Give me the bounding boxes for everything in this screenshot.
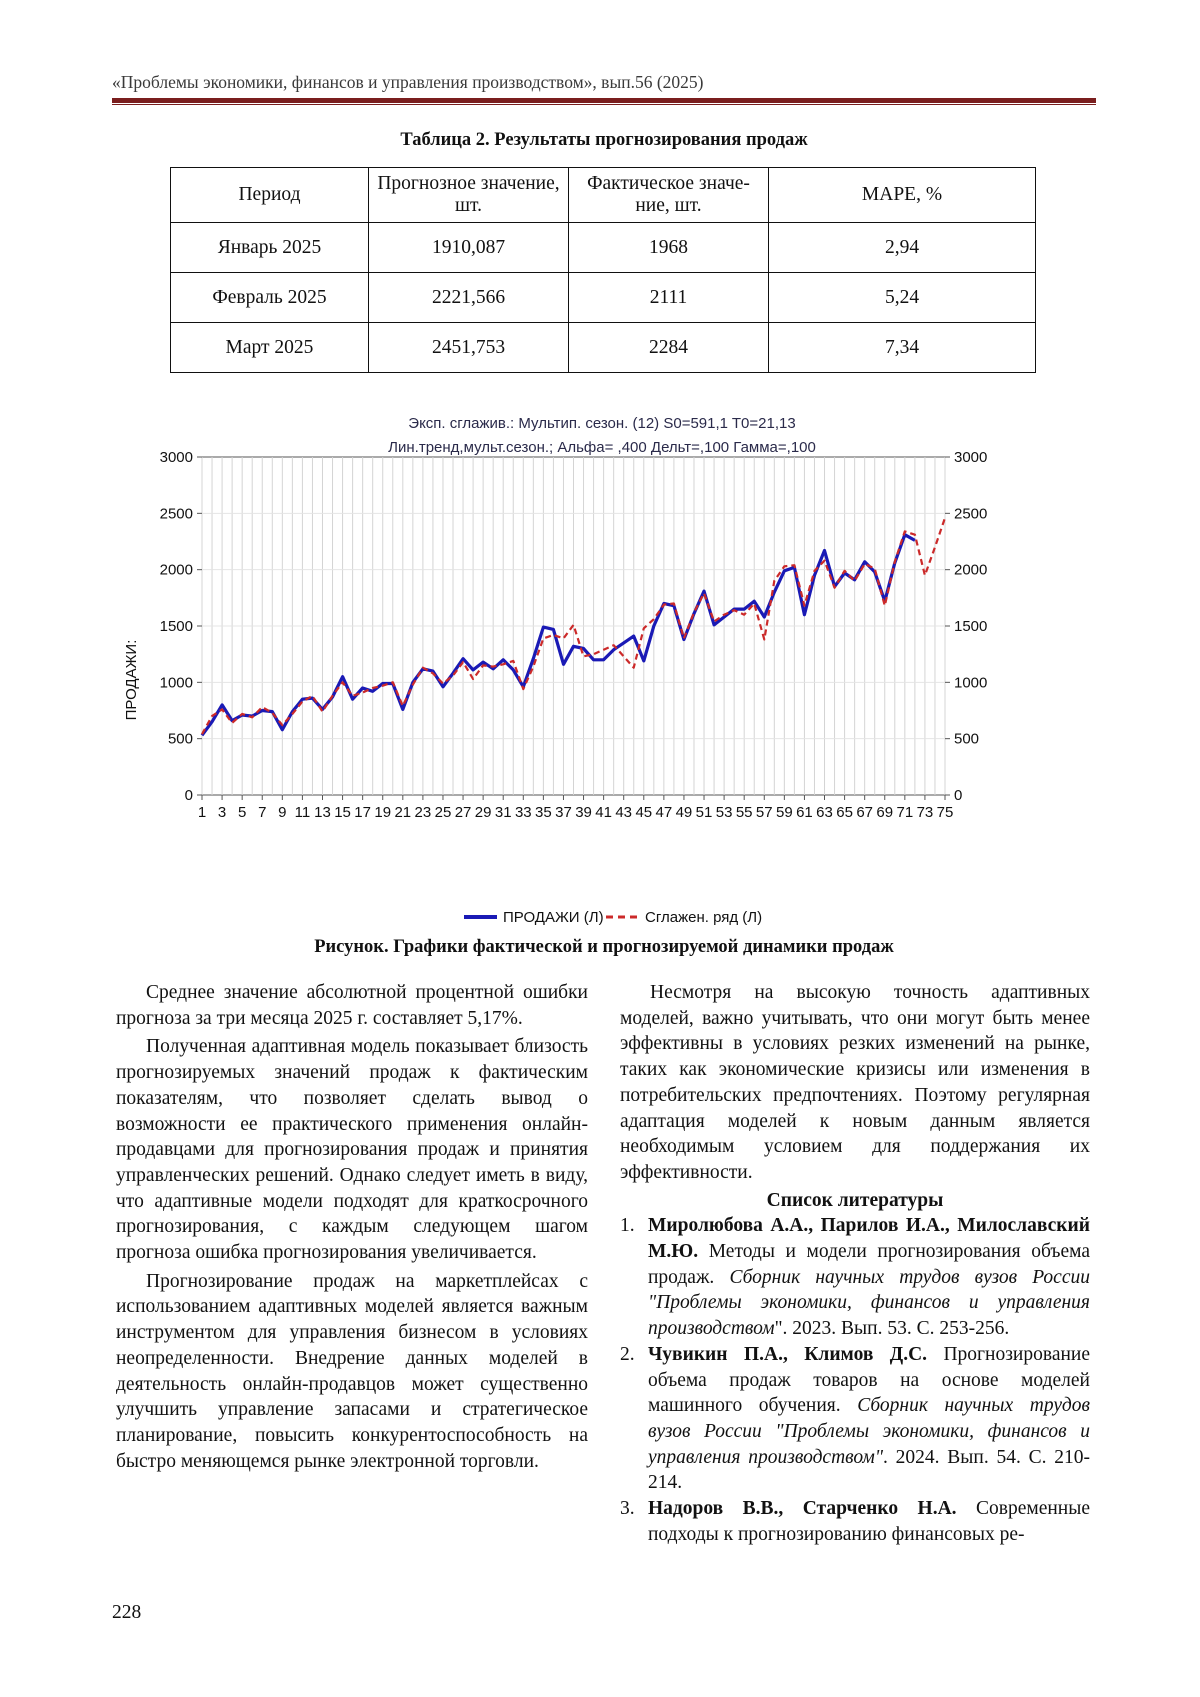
table-cell: 2111 (569, 273, 769, 323)
right-column (620, 980, 1090, 1547)
y-tick-label-right: 2000 (954, 561, 988, 579)
x-tick-label: 55 (735, 804, 753, 821)
x-tick-label: 73 (916, 804, 934, 821)
reference-tail: . 2024. Вып. 54. С. 210-214. (648, 1446, 1091, 1494)
results-table (170, 167, 1036, 373)
reference-tail: ". 2023. Вып. 53. С. 253-256. (774, 1318, 1010, 1340)
x-tick-label: 53 (715, 804, 733, 821)
x-tick-label: 23 (414, 804, 432, 821)
reference-number: 2. (620, 1343, 635, 1365)
body-paragraph: Прогнозирование продаж на маркетплейсах с использованием адаптивных моделей является важным инструментом для управления бизнесом в условиях неопределенности. Внедрение данных моделей в деятельность онлайн-продавцов может существенно улучшить управление запасами и стратегическое планирование, повысить конкурентоспособность на быстро меняющемся рынке электронной торговли. (116, 1270, 588, 1472)
references-title: Список литературы (766, 1189, 944, 1211)
reference-title: Современные подходы к прогнозированию финансовых ре- (648, 1498, 1090, 1545)
y-tick-label-left: 2500 (159, 505, 193, 523)
y-tick-label-left: 500 (167, 730, 193, 748)
x-tick-label: 21 (394, 804, 412, 821)
x-tick-label: 51 (695, 804, 713, 821)
table-header-cell: Период (171, 168, 369, 223)
reference-number: 3. (620, 1498, 635, 1520)
table-cell: 1910,087 (369, 223, 569, 273)
body-paragraph: Несмотря на высокую точность адаптивных моделей, важно учитывать, что они могут быть менее эффективны в условиях резких изменений на рынке, таких как экономические кризисы или изменения в потребительских предпочтениях. Поэтому регулярная адаптация моделей к новым данным является необходимым условием для поддержания их эффективности. (620, 982, 1090, 1183)
reference-item (620, 1213, 1090, 1342)
body-paragraph: Среднее значение абсолютной процентной ошибки прогноза за три месяца 2025 г. составляет 5,17%. (116, 982, 588, 1029)
x-tick-label: 37 (555, 804, 572, 821)
x-tick-label: 13 (314, 804, 331, 821)
reference-authors: Чувикин П.А., Климов Д.С. (648, 1343, 928, 1365)
x-tick-label: 1 (197, 804, 207, 821)
y-tick-label-right: 500 (954, 730, 980, 748)
y-tick-label-left: 2000 (159, 561, 193, 579)
x-tick-label: 19 (374, 804, 392, 821)
table-caption: Таблица 2. Результаты прогнозирования продаж (400, 130, 808, 150)
running-header: «Проблемы экономики, финансов и управления производством», вып.56 (2025) (112, 72, 704, 92)
x-axis-ticks (198, 795, 954, 821)
x-tick-label: 17 (354, 804, 371, 821)
reference-item (620, 1496, 1090, 1547)
x-tick-label: 29 (474, 804, 492, 821)
table-header-cell: Фактическое значе-ние, шт. (569, 168, 769, 223)
table-row (171, 223, 1036, 273)
references-list (620, 1213, 1090, 1547)
x-tick-label: 33 (514, 804, 532, 821)
y-tick-label-right: 1000 (954, 674, 988, 692)
header-rule-thin (112, 104, 1096, 105)
reference-title: Прогнозирование объема продаж товаров на основе моделей машинного обучения. (648, 1343, 1090, 1417)
body-paragraph: Полученная адаптивная модель показывает близость прогнозируемых значений продаж к фактическим показателям, что позволяет сделать вывод о возможности ее практического применения онлайн-продавцами для прогнозирования продаж и принятия управленческих решений. Однако следует иметь в виду, что адаптивные модели подходят для краткосрочного прогнозирования, с каждым следующем шагом прогноза ошибка прогнозирования увеличивается. (116, 1036, 588, 1264)
figure-caption: Рисунок. Графики фактической и прогнозируемой динамики продаж (314, 937, 894, 957)
left-column (116, 980, 588, 1474)
y-tick-label-left: 1000 (159, 674, 193, 692)
reference-authors: Надоров В.В., Старченко Н.А. (648, 1498, 957, 1520)
x-tick-label: 3 (217, 804, 227, 821)
table-header-row (171, 168, 1036, 223)
table-cell: 2221,566 (369, 273, 569, 323)
x-tick-label: 15 (334, 804, 351, 821)
y-tick-label-right: 1500 (954, 618, 988, 635)
reference-source: Сборник научных трудов вузов России "Проблемы экономики, финансов и управления производством (648, 1266, 1090, 1340)
x-tick-label: 9 (278, 804, 287, 821)
header-rule-thick (112, 98, 1096, 103)
table-row (171, 323, 1036, 373)
x-tick-label: 57 (755, 804, 773, 821)
x-tick-label: 41 (595, 804, 612, 821)
reference-number: 1. (620, 1215, 635, 1237)
x-tick-label: 47 (655, 804, 673, 821)
chart-legend (464, 909, 762, 926)
y-tick-label-right: 3000 (954, 449, 988, 466)
y-tick-label-left: 1500 (159, 618, 193, 635)
x-tick-label: 45 (635, 804, 653, 821)
reference-title: Методы и модели прогнозирования объема продаж. (648, 1241, 1090, 1288)
x-tick-label: 49 (675, 804, 693, 821)
x-tick-label: 35 (535, 804, 552, 821)
x-tick-label: 31 (494, 804, 512, 821)
reference-source: Сборник научных трудов вузов России "Проблемы экономики, финансов и управления производством" (648, 1395, 1090, 1468)
chart-title-line: Эксп. сглажив.: Мультип. сезон. (12) S0=591,1 T0=21,13 (408, 415, 796, 432)
x-tick-label: 75 (936, 804, 954, 821)
x-tick-label: 5 (237, 804, 247, 821)
x-tick-label: 11 (294, 804, 311, 821)
y-tick-label-left: 3000 (159, 449, 193, 466)
chart-title-line: Лин.тренд,мульт.сезон.; Альфа= ,400 Дельт=,100 Гамма=,100 (388, 439, 816, 456)
x-tick-label: 69 (876, 804, 894, 821)
y-tick-label-right: 2500 (954, 505, 988, 523)
table-cell: 7,34 (769, 323, 1036, 373)
table-cell: Январь 2025 (171, 223, 369, 273)
x-tick-label: 63 (816, 804, 833, 821)
x-tick-label: 61 (796, 804, 813, 821)
x-tick-label: 27 (454, 804, 472, 821)
reference-authors: Миролюбова А.А., Парилов И.А., Милославский М.Ю. (648, 1215, 1090, 1263)
x-tick-label: 59 (776, 804, 793, 821)
table-cell: 5,24 (769, 273, 1036, 323)
x-tick-label: 25 (434, 804, 452, 821)
table-header-cell: MAPE, % (769, 168, 1036, 223)
reference-item (620, 1342, 1090, 1496)
x-tick-label: 7 (258, 804, 267, 821)
x-tick-label: 43 (615, 804, 633, 821)
y-tick-label-right: 0 (954, 787, 963, 804)
page-number: 228 (112, 1602, 142, 1623)
table-cell: 1968 (569, 223, 769, 273)
table-cell: Февраль 2025 (171, 273, 369, 323)
y-axis-label: ПРОДАЖИ: (123, 639, 140, 721)
table-row (171, 273, 1036, 323)
table-header-cell: Прогнозное значение, шт. (369, 168, 569, 223)
y-tick-label-left: 0 (184, 787, 193, 804)
table-cell: 2284 (569, 323, 769, 373)
legend-label-sales: ПРОДАЖИ (Л) (503, 909, 604, 926)
table-cell: Март 2025 (171, 323, 369, 373)
sales-chart (112, 405, 1072, 930)
x-tick-label: 65 (836, 804, 853, 821)
table-cell: 2,94 (769, 223, 1036, 273)
x-tick-label: 39 (575, 804, 592, 821)
x-tick-label: 67 (856, 804, 874, 821)
table-cell: 2451,753 (369, 323, 569, 373)
x-tick-label: 71 (896, 804, 914, 821)
legend-label-smoothed: Сглажен. ряд (Л) (645, 909, 763, 926)
